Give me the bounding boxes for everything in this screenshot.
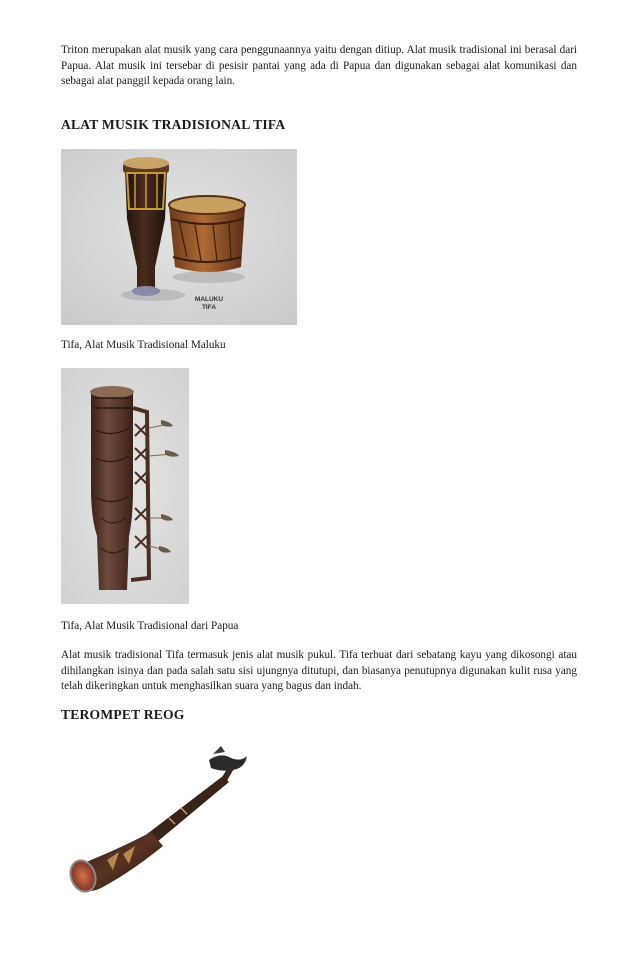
tifa-maluku-photo xyxy=(61,149,297,325)
caption-tifa-maluku: Tifa, Alat Musik Tradisional Maluku xyxy=(61,339,226,351)
caption-tifa-papua: Tifa, Alat Musik Tradisional dari Papua xyxy=(61,620,239,632)
tifa-papua-photo xyxy=(61,368,189,604)
tifa-label: TIFA xyxy=(201,304,217,311)
triton-paragraph: Triton merupakan alat musik yang cara penggunaannya yaitu dengan ditiup. Alat musik tradisional ini berasal dari Papua. Alat musik ini tersebar di pesisir pantai yang ada di Papua dan digunakan sebagai alat komunikasi dan sebagai alat panggil kepada orang lain. xyxy=(61,44,577,87)
maluku-label: MALUKU xyxy=(194,296,224,303)
terompet-reog-photo xyxy=(61,742,271,902)
reog-section-heading: TEROMPET REOG xyxy=(61,707,185,722)
tifa-paragraph: Alat musik tradisional Tifa termasuk jenis alat musik pukul. Tifa terbuat dari sebatang kayu yang dikosongi atau dihilangkan isinya dan pada salah satu sisi ujungnya ditutupi, dan biasanya penutupnya digunakan kulit rusa yang telah dikeringkan untuk menghasilkan suara yang bagus dan indah. xyxy=(61,649,577,692)
tifa-section-heading: ALAT MUSIK TRADISIONAL TIFA xyxy=(61,117,286,132)
